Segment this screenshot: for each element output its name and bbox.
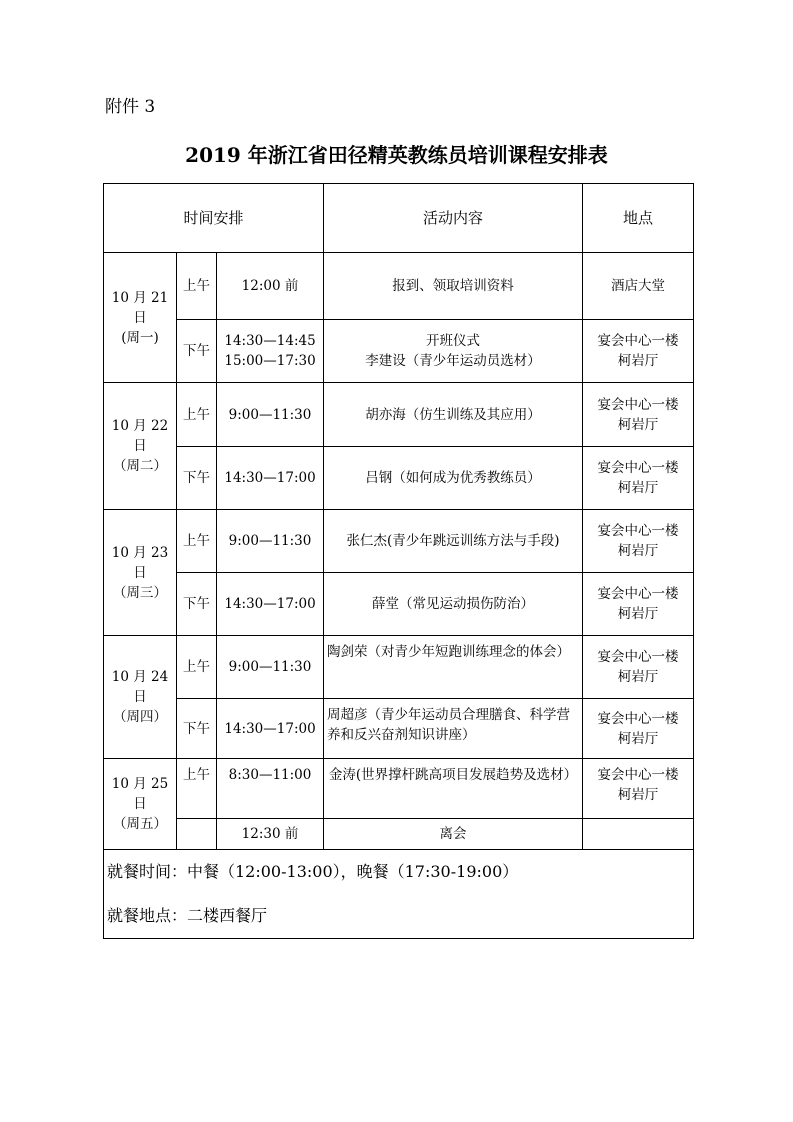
activity-cell: 陶剑荣（对青少年短跑训练理念的体会） [324,636,583,699]
date-cell [104,759,177,850]
table-row [104,253,694,320]
activity-cell: 张仁杰(青少年跳远训练方法与手段) [324,510,583,573]
time-label: 12:00 前 [241,278,299,294]
attachment-label: 附件 3 [105,97,156,117]
activity-cell: 薛堂（常见运动损伤防治） [324,573,583,636]
period-cell: 下午 [177,447,217,510]
location-cell: 宴会中心一楼 柯岩厅 [583,447,694,510]
table-row [104,447,694,510]
weekday-label: （周五） [113,816,167,832]
time-cell: 9:00—11:30 [217,636,324,699]
location-cell: 宴会中心一楼 柯岩厅 [583,320,694,383]
period-cell: 上午 [177,636,217,699]
location-cell: 宴会中心一楼 柯岩厅 [583,636,694,699]
weekday-label: （周四） [113,709,167,725]
date-cell [104,510,177,636]
activity-cell: 报到、领取培训资料 [324,253,583,320]
location-cell: 宴会中心一楼 柯岩厅 [583,699,694,759]
footer-row [104,850,694,939]
activity-cell: 胡亦海（仿生训练及其应用） [324,383,583,447]
date-label: 10 月 24 日 [111,669,169,705]
schedule-table [103,183,694,939]
weekday-label: （周二） [113,458,167,474]
header-time: 时间安排 [104,184,324,253]
weekday-label: (周一) [121,329,159,346]
time-cell: 14:30—17:00 [217,699,324,759]
weekday-label: （周三） [113,584,167,601]
table-header-row [104,184,694,253]
location-cell: 酒店大堂 [583,253,694,320]
period-cell: 下午 [177,320,217,383]
table-row [104,510,694,573]
period-cell: 下午 [177,699,217,759]
location-cell [583,819,694,850]
time-cell [217,320,324,383]
location-cell: 宴会中心一楼 柯岩厅 [583,383,694,447]
activity-cell: 离会 [324,819,583,850]
date-cell [104,383,177,510]
time-cell: 9:00—11:30 [217,383,324,447]
time-cell [217,253,324,320]
period-cell: 上午 [177,510,217,573]
table-row [104,759,694,819]
time-cell: 8:30—11:00 [217,759,324,819]
table-row [104,320,694,383]
table-row [104,573,694,636]
time-cell: 12:30 前 [217,819,324,850]
table-row [104,819,694,850]
period-cell: 下午 [177,573,217,636]
time-cell: 9:00—11:30 [217,510,324,573]
date-label: 10 月 21 日 [111,289,169,326]
time-label: 14:30—14:45 [224,333,316,349]
date-cell [104,253,177,383]
document-title: 2019 年浙江省田径精英教练员培训课程安排表 [185,143,608,167]
time-cell: 14:30—17:00 [217,573,324,636]
period-cell: 上午 [177,759,217,819]
table-row [104,699,694,759]
table-row [104,383,694,447]
date-label: 10 月 25 日 [111,776,169,812]
date-label: 10 月 23 日 [111,544,169,581]
activity-cell: 开班仪式 李建设（青少年运动员选材） [324,320,583,383]
location-cell: 宴会中心一楼 柯岩厅 [583,759,694,819]
period-cell [177,819,217,850]
activity-cell: 金涛(世界撑杆跳高项目发展趋势及选材） [324,759,583,819]
location-cell: 宴会中心一楼 柯岩厅 [583,573,694,636]
table-row [104,636,694,699]
date-label: 10 月 22 日 [111,418,169,454]
period-cell: 上午 [177,253,217,320]
time-cell: 14:30—17:00 [217,447,324,510]
activity-cell: 吕钢（如何成为优秀教练员） [324,447,583,510]
footer-cell [104,850,694,939]
date-cell [104,636,177,759]
activity-cell: 周超彦（青少年运动员合理膳食、科学营养和反兴奋剂知识讲座） [324,699,583,759]
location-cell: 宴会中心一楼 柯岩厅 [583,510,694,573]
header-activity: 活动内容 [324,184,583,253]
header-location: 地点 [583,184,694,253]
meal-time-text: 就餐时间：中餐（12:00-13:00），晚餐（17:30-19:00） [107,862,519,881]
time-label: 15:00—17:30 [224,353,316,369]
period-cell: 上午 [177,383,217,447]
meal-location-text: 就餐地点：二楼西餐厅 [107,906,268,925]
